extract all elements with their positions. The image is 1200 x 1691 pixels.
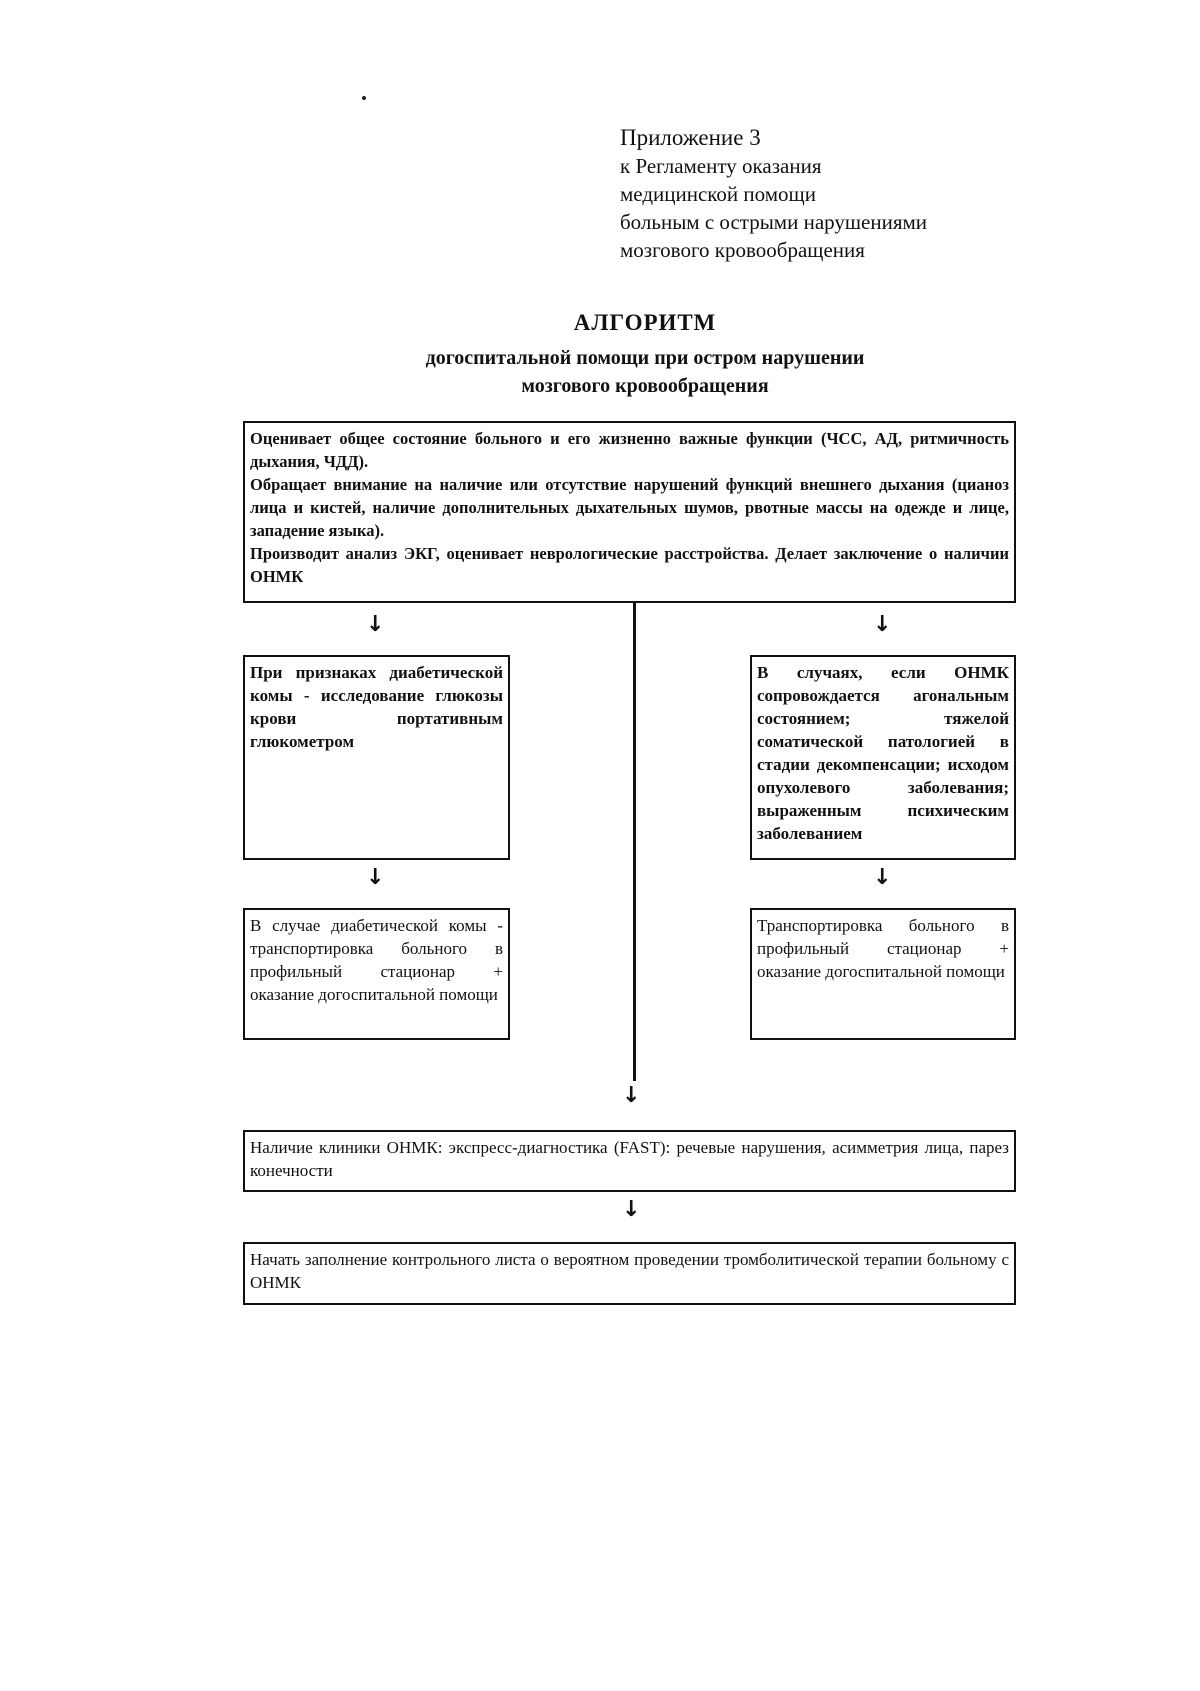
assessment-text: Оценивает общее состояние больного и его жизненно важные функции (ЧСС, АД, ритмичность дыхания, ЧДД). — [250, 429, 1009, 471]
assessment-text: Производит анализ ЭКГ, оценивает неврологические расстройства. Делает заключение о наличии ОНМК — [250, 544, 1009, 586]
subtitle-line: мозгового кровообращения — [521, 375, 769, 397]
appendix-line: больным с острыми нарушениями — [620, 210, 928, 234]
arrow-down-icon: ↓ — [622, 1083, 641, 1108]
diabetic-transport-text: В случае диабетической комы - транспортировка больного в профильный стационар + оказание догоспитальной помощи — [250, 916, 503, 1004]
arrow-down-icon: ↓ — [622, 1197, 641, 1222]
fast-diagnostics-box — [243, 1130, 1016, 1192]
appendix-line: к Регламенту оказания — [620, 154, 822, 178]
appendix-line: Приложение 3 — [620, 125, 761, 150]
agonal-state-box — [750, 655, 1016, 860]
document-title: АЛГОРИТМ — [573, 310, 717, 335]
diabetic-signs-text: При признаках диабетической комы - исследование глюкозы крови портативным глюкометром — [250, 663, 503, 751]
assessment-box — [243, 421, 1016, 603]
connector-line — [633, 603, 636, 1081]
arrow-down-icon: ↓ — [873, 612, 892, 637]
arrow-down-icon: ↓ — [366, 612, 385, 637]
checklist-box — [243, 1242, 1016, 1305]
arrow-down-icon: ↓ — [873, 865, 892, 890]
assessment-text: Обращает внимание на наличие или отсутствие нарушений функций внешнего дыхания (цианоз лица и кистей, наличие дополнительных дыхательных шумов, рвотные массы на одежде и лице, западение языка). — [250, 475, 1009, 540]
arrow-down-icon: ↓ — [366, 865, 385, 890]
appendix-header — [620, 124, 927, 264]
appendix-line: мозгового кровообращения — [620, 238, 865, 262]
diabetic-signs-box — [243, 655, 510, 860]
agonal-state-text: В случаях, если ОНМК сопровождается агональным состоянием; тяжелой соматической патологией в стадии декомпенсации; исходом опухолевого заболевания; выраженным психическим заболеванием — [757, 663, 1009, 843]
fast-diagnostics-text: Наличие клиники ОНМК: экспресс-диагностика (FAST): речевые нарушения, асимметрия лица, парез конечности — [250, 1138, 1009, 1180]
transport-box — [750, 908, 1016, 1040]
appendix-line: медицинской помощи — [620, 182, 816, 206]
subtitle-line: догоспитальной помощи при остром нарушении — [425, 347, 865, 369]
diabetic-transport-box — [243, 908, 510, 1040]
scan-speck — [362, 96, 366, 100]
transport-text: Транспортировка больного в профильный стационар + оказание догоспитальной помощи — [757, 916, 1009, 981]
document-subtitle — [0, 344, 1200, 400]
checklist-text: Начать заполнение контрольного листа о вероятном проведении тромболитической терапии больному с ОНМК — [250, 1250, 1009, 1292]
